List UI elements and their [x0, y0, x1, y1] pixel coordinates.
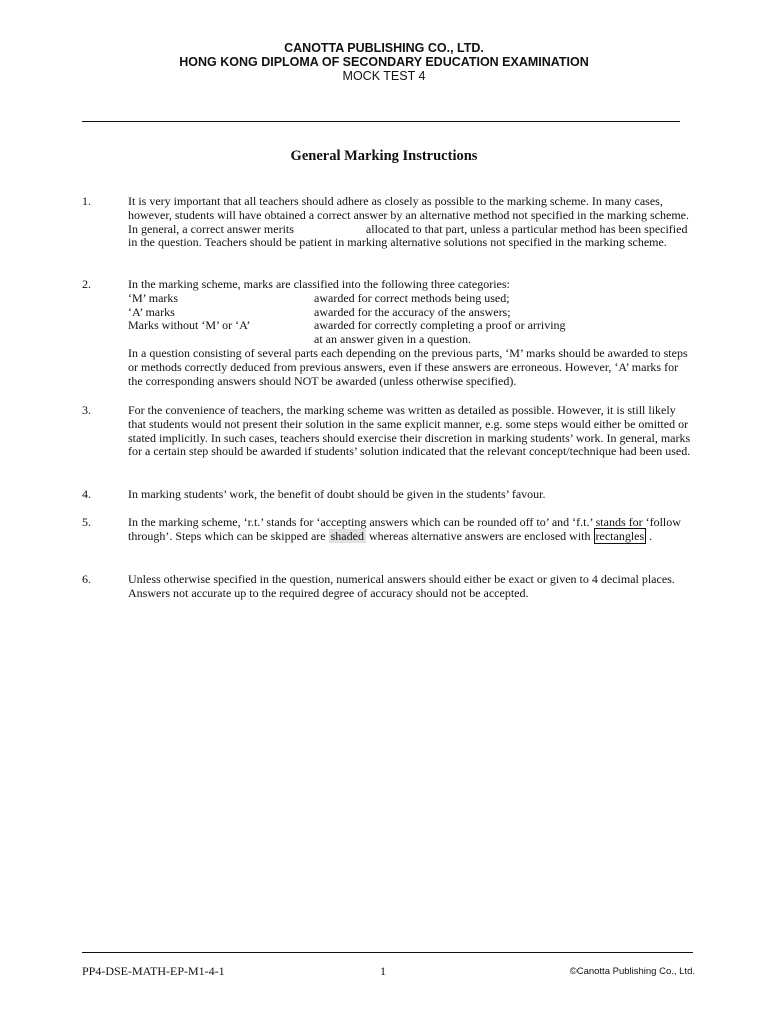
mark-category-desc: awarded for correct methods being used; — [314, 290, 510, 305]
mark-category-row — [128, 319, 694, 333]
test-name: MOCK TEST 4 — [342, 69, 426, 83]
item-outro: In a question consisting of several parts each depending on the previous parts, ‘M’ marks should be awarded to steps or methods correctly deduced from previous answers, even if these answers are erroneous. However, ‘A’ marks for the corresponding answers should NOT be awarded (unless otherwise specified). — [128, 345, 688, 388]
item-text-part-b: whereas alternative answers are enclosed with — [368, 528, 591, 543]
item-number: 3. — [82, 403, 91, 417]
mark-category-row — [128, 333, 694, 347]
mark-category-label — [128, 333, 314, 347]
mark-category-label: ‘M’ marks — [128, 290, 179, 305]
page-title: General Marking Instructions — [290, 148, 478, 164]
item-number: 2. — [82, 277, 91, 291]
page-header — [0, 41, 768, 83]
item-body — [128, 516, 694, 544]
mark-category-desc: at an answer given in a question. — [314, 332, 471, 347]
boxed-example: rectangles — [595, 528, 645, 543]
mark-category-desc: awarded for correctly completing a proof or arriving — [314, 318, 566, 333]
mark-category-label: Marks without ‘M’ or ‘A’ — [128, 318, 251, 333]
item-text-part-a: It is very important that all teachers should adhere as closely as possible to the marking scheme. In many cases, however, students will have obtained a correct answer by an alternative method not specified in the marking scheme. In general, a correct answer merits — [128, 194, 689, 236]
mark-category-desc: awarded for the accuracy of the answers; — [314, 304, 511, 319]
item-number: 1. — [82, 194, 91, 208]
item-body — [128, 195, 694, 250]
item-number: 4. — [82, 487, 91, 501]
item-number: 5. — [82, 515, 91, 529]
document-code: PP4-DSE-MATH-EP-M1-4-1 — [82, 964, 225, 978]
item-intro: In the marking scheme, marks are classified into the following three categories: — [128, 277, 510, 291]
item-text-part-a: In the marking scheme, ‘r.t.’ stands for ‘accepting answers which can be rounded off to’ and ‘f.t.’ stands for ‘follow through’. Steps which can be skipped are — [128, 515, 681, 543]
exam-name: HONG KONG DIPLOMA OF SECONDARY EDUCATION EXAMINATION — [179, 55, 589, 69]
mark-category-row — [128, 292, 694, 306]
item-text: For the convenience of teachers, the marking scheme was written as detailed as possible. However, it is still likely that students would not present their solution in the same explicit manner, e.g. some steps would either be omitted or stated implicitly. In such cases, teachers should exercise their discretion in marking students’ work. In general, marks for a certain step should be awarded if students’ solution indicated that the relevant concept/technique had been used. — [128, 403, 691, 459]
item-body — [128, 278, 694, 388]
item-text-part-b: allocated to that part, unless a particular method has been specified in the question. Teachers should be patient in marking alternative solutions not specified in the marking scheme. — [128, 221, 688, 250]
publisher-name: CANOTTA PUBLISHING CO., LTD. — [284, 41, 484, 55]
mark-category-label: ‘A’ marks — [128, 304, 175, 319]
copyright-notice: ©Canotta Publishing Co., Ltd. — [569, 966, 695, 977]
shaded-example: shaded — [330, 528, 364, 543]
item-number: 6. — [82, 572, 91, 586]
header-divider — [82, 121, 680, 122]
mark-category-row — [128, 306, 694, 320]
footer-divider — [82, 952, 693, 953]
page-number: 1 — [380, 964, 386, 978]
item-text: Unless otherwise specified in the question, numerical answers should either be exact or given to 4 decimal places. Answers not accurate up to the required degree of accuracy should not be accepted. — [128, 572, 675, 600]
item-text: In marking students’ work, the benefit of doubt should be given in the students’ favour. — [128, 487, 546, 501]
item-text-part-c: . — [649, 528, 653, 543]
